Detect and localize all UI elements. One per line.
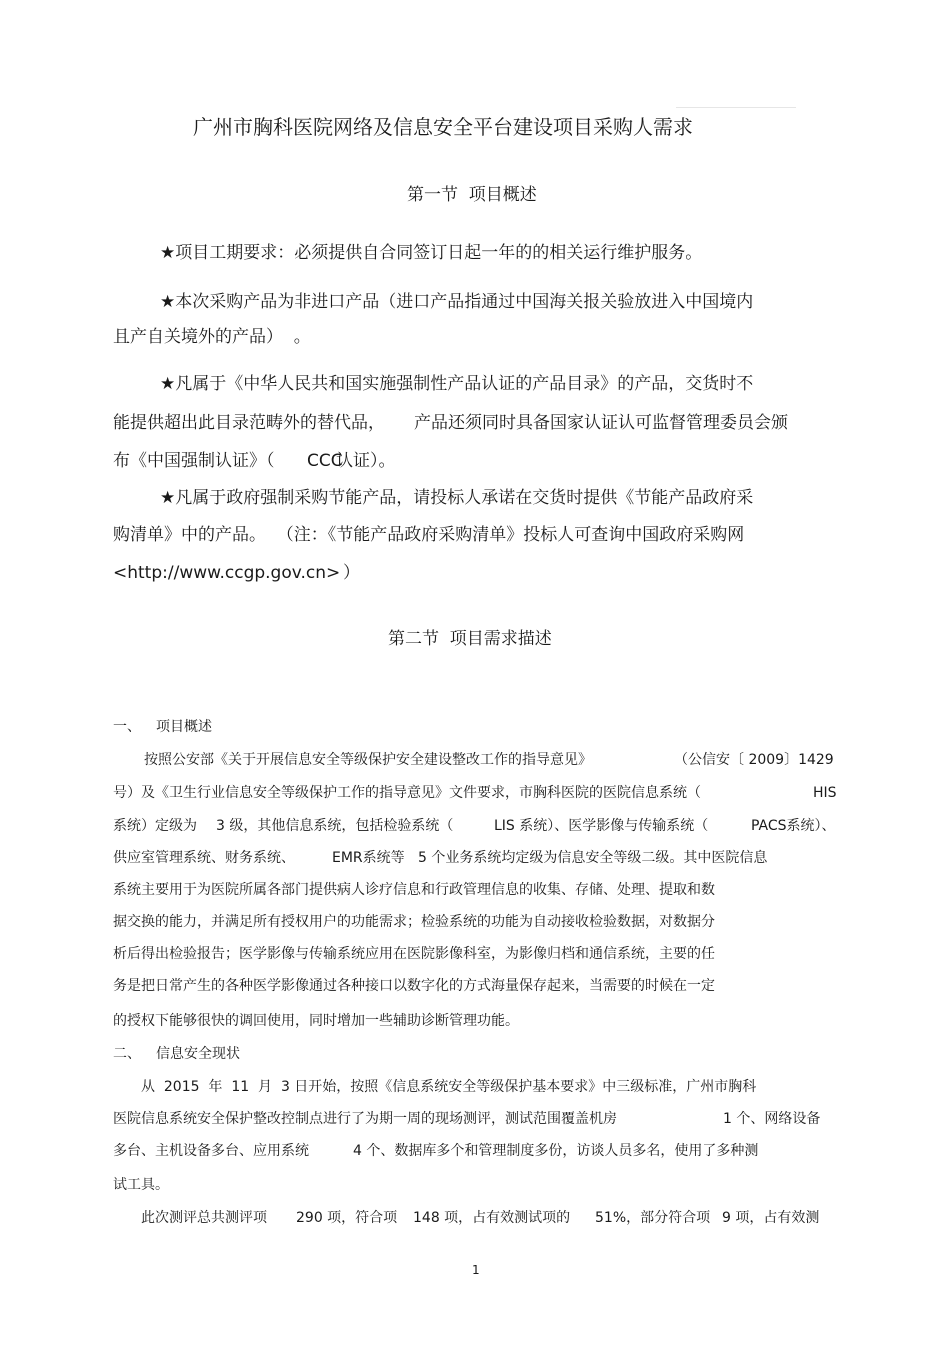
para-b2b: 1 个、网络设备	[723, 1111, 821, 1127]
heading2-number: 二、	[113, 1046, 141, 1062]
section1-p1: ★项目工期要求：必须提供自合同签订日起一年的的相关运行维护服务。	[160, 243, 703, 263]
page-number: 1	[472, 1263, 480, 1277]
para-a4c: 5 个业务系统均定级为信息安全等级二级。其中医院信息	[418, 850, 768, 866]
para-c1c: 148 项，占有效测试项的	[413, 1210, 571, 1226]
para-b4: 试工具。	[113, 1177, 169, 1193]
heading1-number: 一、	[113, 719, 141, 735]
section1-p3-line3b: CCC	[307, 451, 343, 471]
para-a4a: 供应室管理系统、财务系统、	[113, 850, 295, 866]
section1-p4-line3b: ）	[343, 563, 360, 583]
section2-heading: 第二节 项目需求描述	[388, 629, 552, 649]
document-title: 广州市胸科医院网络及信息安全平台建设项目采购人需求	[193, 115, 693, 139]
section1-heading: 第一节 项目概述	[407, 185, 537, 205]
para-a1b: （公信安〔 2009〕1429	[674, 752, 834, 768]
section1-p2-line1: ★本次采购产品为非进口产品（进口产品指通过中国海关报关验放进入中国境内	[160, 292, 754, 312]
section1-p4-line1: ★凡属于政府强制采购节能产品，请投标人承诺在交货时提供《节能产品政府采	[160, 488, 754, 508]
para-a1a: 按照公安部《关于开展信息安全等级保护安全建设整改工作的指导意见》	[144, 752, 592, 768]
section1-p4-line2: 购清单》中的产品。 （注：《节能产品政府采购清单》投标人可查询中国政府采购网	[113, 525, 745, 545]
para-a2b: HIS	[813, 785, 837, 801]
section1-p3-line2a: 能提供超出此目录范畴外的替代品，	[113, 413, 385, 433]
para-a3a: 系统）定级为	[113, 818, 197, 834]
para-a6: 据交换的能力，并满足所有授权用户的功能需求；检验系统的功能为自动接收检验数据，对数据分	[113, 914, 715, 930]
section1-p3-line1: ★凡属于《中华人民共和国实施强制性产品认证的产品目录》的产品，交货时不	[160, 374, 754, 394]
para-a8: 务是把日常产生的各种医学影像通过各种接口以数字化的方式海量保存起来，当需要的时候在一定	[113, 978, 715, 994]
para-c1d: 51%，部分符合项	[595, 1210, 711, 1226]
para-a3c: LIS 系统）、医学影像与传输系统（	[494, 818, 709, 834]
para-b2a: 医院信息系统安全保护整改控制点进行了为期一周的现场测评，测试范围覆盖机房	[113, 1111, 617, 1127]
para-a7: 析后得出检验报告；医学影像与传输系统应用在医院影像科室，为影像归档和通信系统，主要的任	[113, 946, 715, 962]
header-divider	[676, 107, 796, 108]
para-a4b: EMR系统等	[332, 850, 405, 866]
para-b3a: 多台、主机设备多台、应用系统	[113, 1143, 309, 1159]
para-b1: 从 2015 年 11 月 3 日开始，按照《信息系统安全等级保护基本要求》中三级标准，广州市胸科	[141, 1079, 757, 1095]
section1-p3-line3a: 布《中国强制认证》（	[113, 451, 275, 471]
para-a2a: 号）及《卫生行业信息安全等级保护工作的指导意见》文件要求，市胸科医院的医院信息系统（	[113, 785, 701, 801]
para-a3d: PACS系统）、	[751, 818, 836, 834]
ccgp-link[interactable]: <http://www.ccgp.gov.cn>	[113, 563, 341, 583]
section1-p3-line3c: 认证）。	[336, 451, 396, 471]
heading2-text: 信息安全现状	[156, 1046, 240, 1062]
para-a9: 的授权下能够很快的调回使用，同时增加一些辅助诊断管理功能。	[113, 1013, 519, 1029]
section1-p3-line2b: 产品还须同时具备国家认证认可监督管理委员会颁	[414, 413, 788, 433]
para-b3b: 4 个、数据库多个和管理制度多份，访谈人员多名，使用了多种测	[353, 1143, 759, 1159]
para-c1a: 此次测评总共测评项	[141, 1210, 267, 1226]
heading1-text: 项目概述	[156, 719, 212, 735]
para-a5: 系统主要用于为医院所属各部门提供病人诊疗信息和行政管理信息的收集、存储、处理、提取和数	[113, 882, 715, 898]
section1-p2-line2: 且产自关境外的产品） 。	[113, 327, 311, 347]
para-a3b: 3 级，其他信息系统，包括检验系统（	[216, 818, 454, 834]
para-c1b: 290 项，符合项	[296, 1210, 398, 1226]
para-c1e: 9 项，占有效测	[722, 1210, 820, 1226]
